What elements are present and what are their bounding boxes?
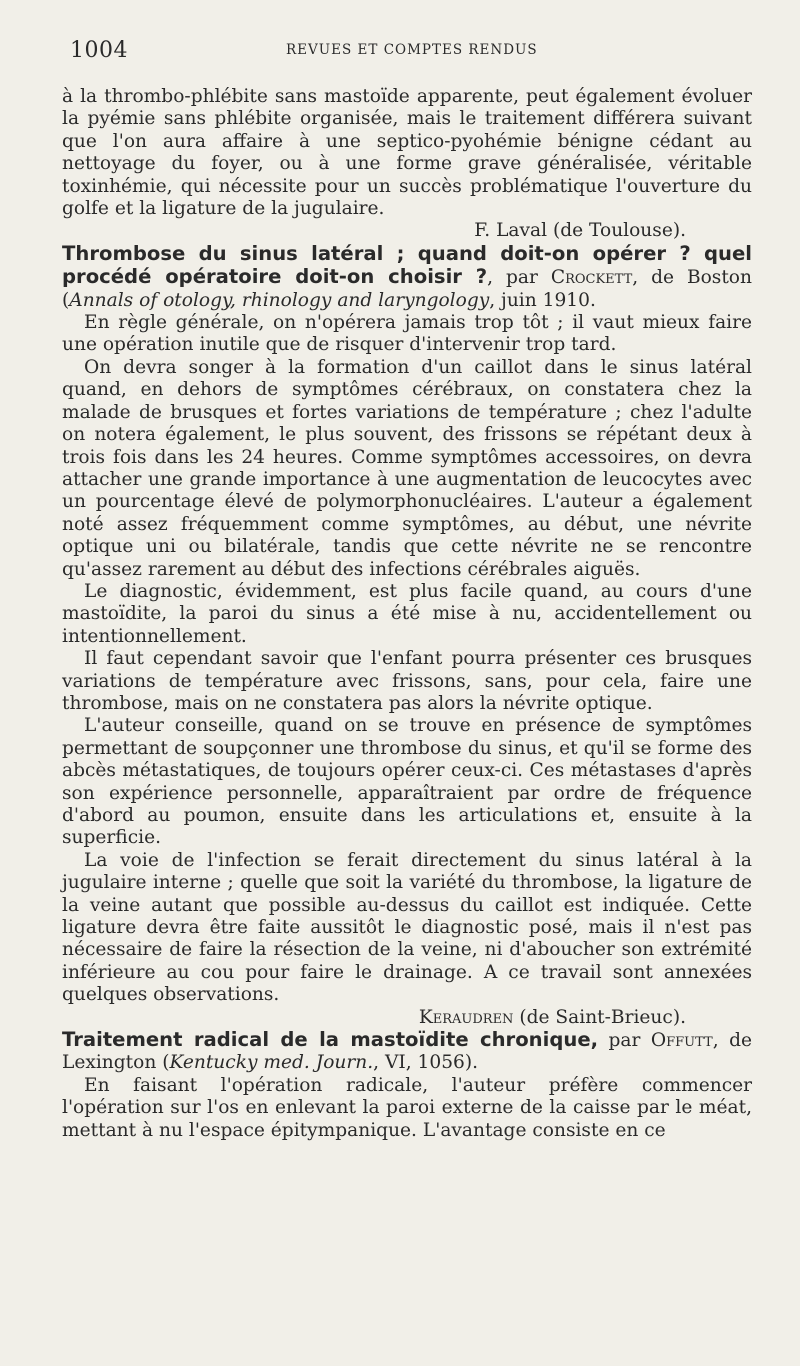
article1-signature-place: (de Toulouse). — [552, 220, 686, 242]
page-header — [62, 28, 752, 63]
article2-date: , juin 1910. — [489, 289, 596, 311]
article2-paragraph-5: L'auteur conseille, quand on se trouve en présence de symptômes permettant de soupçonner une thrombose du sinus, et qu'il se forme des abcès métastatiques, de toujours opérer ceux-ci. Ces métastases d'après son expérience personnelle, apparaîtraient par ordre de fréquence d'abord au poumon, ensuite dans les articulations et, ensuite à la superficie. — [62, 715, 752, 849]
article2-paragraph-1: En règle générale, on n'opérera jamais trop tôt ; il vaut mieux faire une opération inutile que de risquer d'intervenir trop tard. — [62, 312, 752, 356]
article2-heading — [62, 243, 752, 312]
article3-by: par — [608, 1030, 641, 1052]
article2-journal: Annals of otology, rhinology and laryngology — [69, 289, 490, 311]
article3-ref: , VI, 1056). — [373, 1052, 479, 1074]
article3-author: Offutt — [650, 1030, 713, 1052]
article3-journal: Kentucky med. Journ. — [169, 1052, 374, 1074]
article2-paragraph-2: On devra songer à la formation d'un caillot dans le sinus latéral quand, en dehors de symptômes cérébraux, on constatera chez la malade de brusques et fortes variations de température ; chez l'adulte on notera également, le plus souvent, des frissons se répétant deux à trois fois dans les 24 heures. Comme symptômes accessoires, on devra attacher une grande importance à une augmentation de leucocytes avec un pourcentage élevé de polymorphonucléaires. L'auteur a également noté assez fréquemment comme symptômes, au début, une névrite optique uni ou bilatérale, tandis que cette névrite ne se rencontre qu'assez rarement au début des infections cérébrales aiguës. — [62, 356, 752, 580]
article1-signature-name: F. Laval — [474, 220, 548, 242]
article2-author: Crockett — [550, 267, 633, 289]
article3-heading — [62, 1029, 752, 1075]
article2-title: Thrombose du sinus latéral ; quand doit-on opérer ? quel procédé opératoire doit-on choisir ? — [62, 241, 752, 289]
article2-signature-name: Keraudren — [418, 1006, 514, 1028]
article1-signature — [62, 220, 752, 242]
page-number: 1004 — [70, 38, 128, 63]
article2-paragraph-3: Le diagnostic, évidemment, est plus facile quand, au cours d'une mastoïdite, la paroi du sinus a été mise à nu, accidentellement ou intentionnellement. — [62, 580, 752, 647]
article2-origin: , de Boston ( — [62, 267, 752, 311]
running-title: REVUES ET COMPTES RENDUS — [286, 42, 538, 58]
journal-page — [62, 28, 752, 1348]
article2-signature — [62, 1007, 752, 1029]
article2-by: , par — [487, 267, 538, 289]
article2-paragraph-6: La voie de l'infection se ferait directement du sinus latéral à la jugulaire interne ; quelle que soit la variété du thrombose, la ligature de la veine autant que possible au-dessus du caillot est indiquée. Cette ligature devra être faite aussitôt le diagnostic posé, mais il n'est pas nécessaire de faire la résection de la veine, ni d'aboucher son extrémité inférieure au cou pour faire le drainage. A ce travail sont annexées quelques observations. — [62, 849, 752, 1006]
article3-paragraph: En faisant l'opération radicale, l'auteur préfère commencer l'opération sur l'os en enlevant la paroi externe de la caisse par le méat, mettant à nu l'espace épitympanique. L'avantage consiste en ce — [62, 1074, 752, 1141]
article1-tail-text: à la thrombo-phlébite sans mastoïde apparente, peut également évoluer la pyémie sans phlébite organisée, mais le traitement différera suivant que l'on aura affaire à une septico-pyohémie bénigne cédant au nettoyage du foyer, ou à une forme grave généralisée, véritable toxinhémie, qui nécessite pour un succès problématique l'ouverture du golfe et la ligature de la jugulaire. — [62, 86, 752, 220]
article2-paragraph-4: Il faut cependant savoir que l'enfant pourra présenter ces brusques variations de température avec frissons, sans, pour cela, faire une thrombose, mais on ne constatera pas alors la névrite optique. — [62, 648, 752, 714]
article2-signature-place: (de Saint-Brieuc). — [519, 1006, 686, 1028]
article3-title: Traitement radical de la mastoïdite chronique, — [62, 1028, 599, 1052]
article3-origin: , de Lexington ( — [62, 1030, 752, 1074]
